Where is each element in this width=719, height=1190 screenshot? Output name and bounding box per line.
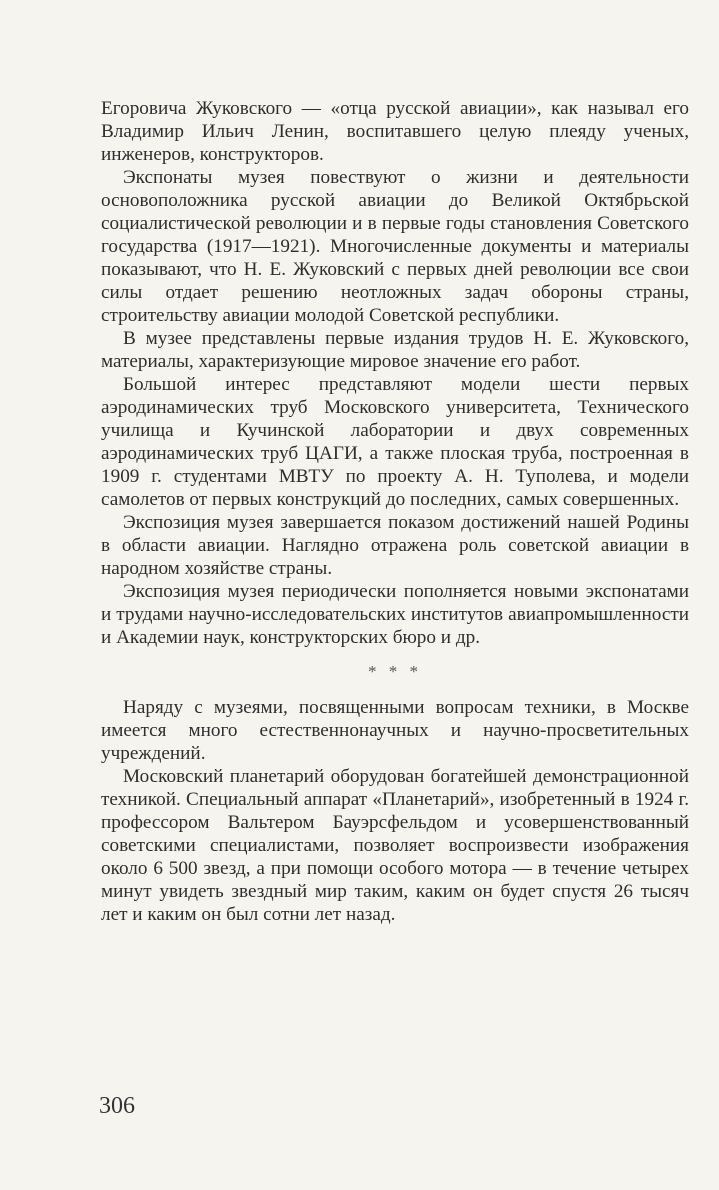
body-text bbox=[101, 97, 689, 926]
paragraph-replenishment: Экспозиция музея периодически пополняется новыми экспонатами и трудами научно-исследовательских институтов авиапромышленности и Академии наук, конструкторских бюро и др. bbox=[101, 581, 689, 648]
paragraph-continuation: Егоровича Жуковского — «отца русской авиации», как называл его Владимир Ильич Ленин, воспитавшего целую плеяду ученых, инженеров, конструкторов. bbox=[101, 98, 689, 165]
paragraph-science-institutions: Наряду с музеями, посвященными вопросам техники, в Москве имеется много естественнонаучных и научно-просветительных учреждений. bbox=[101, 697, 689, 764]
paragraph-first-editions: В музее представлены первые издания трудов Н. Е. Жуковского, материалы, характеризующие мировое значение его работ. bbox=[101, 328, 689, 372]
paragraph-planetarium: Московский планетарий оборудован богатейшей демонстрационной техникой. Специальный аппарат «Планетарий», изобретенный в 1924 г. профессором Вальтером Бауэрсфельдом и усовершенствованный советскими специалистами, позволяет воспроизвести изображения около 6 500 звезд, а при помощи особого мотора — в течение четырех минут увидеть звездный мир таким, каким он будет спустя 26 тысяч лет и каким он был сотни лет назад. bbox=[101, 766, 689, 925]
paragraph-exhibits: Экспонаты музея повествуют о жизни и деятельности основоположника русской авиации до Великой Октябрьской социалистической революции и в первые годы становления Советского государства (1917—1921). Многочисленные документы и материалы показывают, что Н. Е. Жуковский с первых дней революции все свои силы отдает решению неотложных задач обороны страны, строительству авиации молодой Советской республики. bbox=[101, 167, 689, 326]
section-separator: * * * bbox=[368, 662, 422, 681]
paragraph-achievements: Экспозиция музея завершается показом достижений нашей Родины в области авиации. Наглядно отражена роль советской авиации в народном хозяйстве страны. bbox=[101, 512, 689, 579]
paragraph-wind-tunnels: Большой интерес представляют модели шести первых аэродинамических труб Московского университета, Технического училища и Кучинской лаборатории и двух современных аэродинамических труб ЦАГИ, а также плоская труба, построенная в 1909 г. студентами МВТУ по проекту А. Н. Туполева, и модели самолетов от первых конструкций до последних, самых совершенных. bbox=[101, 374, 689, 510]
page-number: 306 bbox=[99, 1093, 135, 1119]
